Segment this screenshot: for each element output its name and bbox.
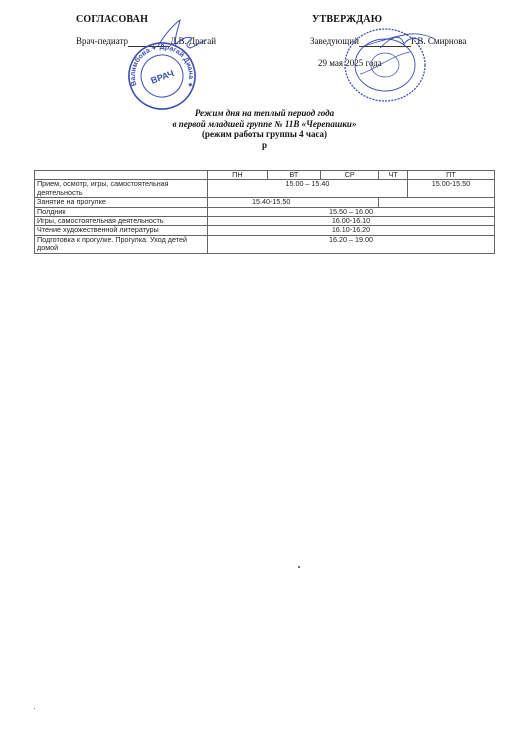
time-cell: 15.00 – 15.40	[208, 180, 408, 198]
time-cell: 16.20 – 19.00	[208, 235, 495, 253]
time-cell: 16.00-16.10	[208, 217, 495, 226]
document-title	[0, 108, 529, 150]
title-line-3: (режим работы группы 4 часа)	[201, 129, 328, 139]
scan-speck	[34, 708, 35, 709]
table-row	[35, 235, 495, 253]
approval-right-heading: УТВЕРЖДАЮ	[312, 14, 383, 25]
approval-left-heading: СОГЛАСОВАН	[76, 14, 149, 25]
time-cell-fri: 15.00-15.50	[407, 180, 494, 198]
approval-right-role: Заведующий	[310, 36, 359, 46]
schedule-table	[34, 170, 495, 254]
approval-date: 29 мая 2025 года	[318, 58, 382, 68]
svg-text:ВРАЧ: ВРАЧ	[149, 68, 176, 86]
title-line-4: р	[261, 139, 267, 150]
signature-right	[360, 26, 440, 54]
approval-left-name: Д.В. Драгай	[170, 36, 217, 46]
table-row	[35, 180, 495, 198]
activity-cell: Подготовка к прогулке. Прогулка. Уход детей домой	[35, 235, 208, 253]
table-row	[35, 226, 495, 235]
time-cell: 15.40-15.50	[208, 198, 379, 207]
svg-text:Валимбова ✦ Драгай Диана ✦: Валимбова ✦ Драгай Диана ✦	[129, 43, 195, 89]
header-thu: ЧТ	[379, 171, 407, 180]
table-row	[35, 198, 495, 207]
activity-cell: Прием, осмотр, игры, самостоятельная деятельность	[35, 180, 208, 198]
activity-cell: Чтение художественной литературы	[35, 226, 208, 235]
header-mon: ПН	[208, 171, 268, 180]
time-cell: 15.50 – 16.00	[208, 207, 495, 216]
empty-cell	[379, 198, 495, 207]
time-cell: 16.10-16.20	[208, 226, 495, 235]
activity-cell: Игры, самостоятельная деятельность	[35, 217, 208, 226]
signature-left	[150, 16, 210, 52]
scan-speck	[298, 566, 300, 568]
approval-right-name: Г.В. Смирнова	[410, 36, 467, 46]
activity-cell: Занятие на прогулке	[35, 198, 208, 207]
approval-left-role: Врач-педиатр	[76, 36, 129, 46]
title-line-1: Режим дня на теплый период года	[194, 108, 335, 118]
activity-cell: Полдник	[35, 207, 208, 216]
title-line-2: в первой младшей группе № 11В «Черепашки»	[172, 118, 357, 129]
header-wed: СР	[321, 171, 379, 180]
header-fri: ПТ	[407, 171, 494, 180]
header-tue: ВТ	[267, 171, 320, 180]
